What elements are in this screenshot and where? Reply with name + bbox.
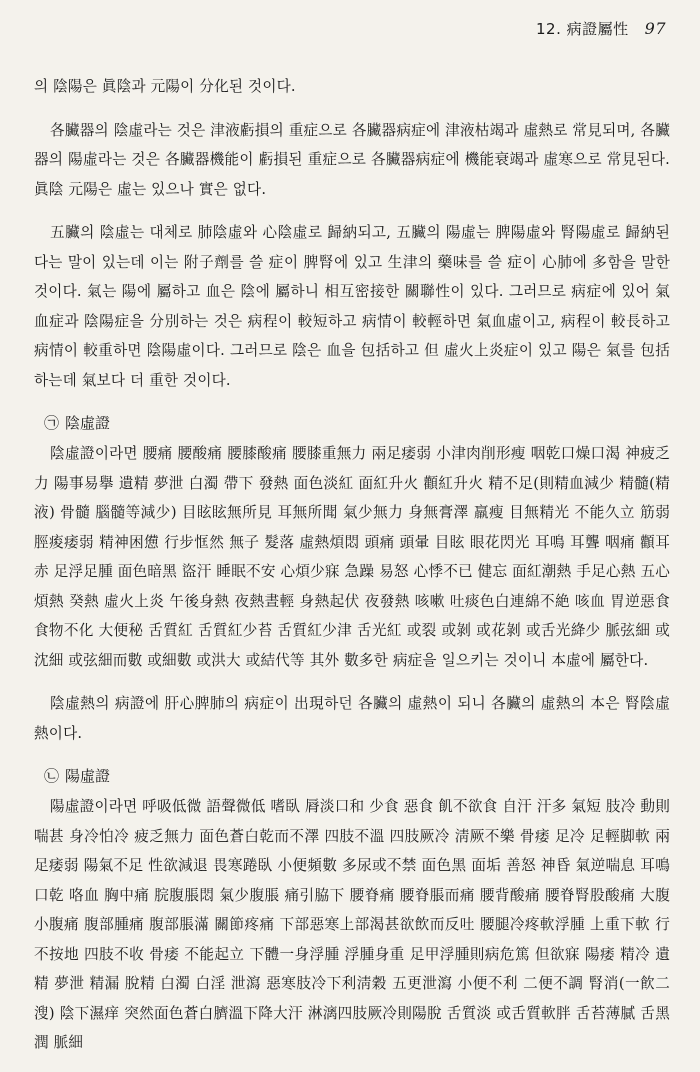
paragraph: 陰虛證이라면 腰痛 腰酸痛 腰膝酸痛 腰膝重無力 兩足痿弱 小津肉削形瘦 咽乾口燥口渴 神疲乏力 陽事易擧 遺精 夢泄 白濁 帶下 發熱 面色淡紅 面紅升火 顴紅升火 精不足(則精血減少 精髓(精液) 骨髓 腦髓等減少) 目眩眩無所見 耳無所聞 氣少無力 身無膏澤 羸瘦 目無精光 不能久立 筋弱 脛痠痿弱 精神困憊 行步恇然 無子 髮落 虛熱煩悶 頭痛 頭暈 目眩 眼花閃光 耳鳴 耳聾 咽痛 顴耳赤 足浮足腫 面色暗黑 盜汗 睡眠不安 心煩少寐 急躁 易怒 心悸不已 健忘 面紅潮熱 手足心熱 五心煩熱 癸熱 虛火上炎 午後身熱 夜熱晝輕 身熱起伏 夜發熱 咳嗽 吐痰色白連綿不絶 咳血 胃逆惡食 食物不化 大便秘 舌質紅 舌質紅少苔 舌質紅少津 舌光紅 或裂 或剝 或花剝 或舌光絳少 脈弦細 或沈細 或弦細而數 或細數 或洪大 或結代等 其外 數多한 病症을 일으키는 것이니 本虛에 屬한다. [34, 445, 670, 669]
circled-marker: ㉠ [44, 414, 60, 432]
paragraph: 陽虛證이라면 呼吸低微 語聲微低 嗜臥 脣淡口和 少食 惡食 飢不欲食 自汗 汗多 氣短 肢冷 動則喘甚 身冷怕冷 疲乏無力 面色蒼白乾而不澤 四肢不溫 四肢厥冷 淸厥不樂 骨痿 足冷 足輕脚軟 兩足痿弱 陽氣不足 性欲減退 畏寒踡臥 小便頻數 多尿或不禁 面色黑 面垢 善怒 神昏 氣逆喘息 耳鳴 口乾 咯血 胸中痛 脘腹脹悶 氣少腹脹 痛引脇下 腰脊痛 腰脊脹而痛 腰背酸痛 腰脊腎股酸痛 大腹小腹痛 腹部腫痛 腹部脹滿 關節疼痛 下部惡寒上部渴甚欲飲而反吐 腰腿冷疼軟浮腫 上重下軟 行不按地 四肢不收 骨痿 不能起立 下體一身浮腫 浮腫身重 足甲浮腫則病危篤 但欲寐 陽痿 精冷 遺精 夢泄 精漏 脫精 白濁 白淫 泄瀉 惡寒肢冷下利淸穀 五更泄瀉 小便不利 二便不調 腎消(一飮二溲) 陰下濕痒 突然面色蒼白臍溫下降大汗 淋漓四肢厥冷則陽脫 舌質淡 或舌質軟胖 舌苔薄膩 舌黑潤 脈細 [34, 798, 670, 1051]
subheading-label: 陰虛證 [65, 414, 111, 432]
paragraph: 各臟器의 陰虛라는 것은 津液虧損의 重症으로 各臟器病症에 津液枯竭과 虛熱로 常見되며, 各臟器의 陽虛라는 것은 各臟器機能이 虧損된 重症으로 各臟器病症에 機能衰竭과 虛寒으로 常見된다. 眞陰 元陽은 虛는 있으나 實은 없다. [34, 121, 670, 198]
subheading-label: 陽虛證 [65, 767, 111, 785]
subheading-yang-deficiency [44, 762, 670, 790]
section-title: 12. 病證屬性 [536, 20, 629, 38]
paragraph: 의 陰陽은 眞陰과 元陽이 分化된 것이다. [34, 78, 296, 95]
paragraph: 五臟의 陰虛는 대체로 肺陰虛와 心陰虛로 歸納되고, 五臟의 陽虛는 脾陽虛와 腎陽虛로 歸納된다는 말이 있는데 이는 附子劑를 쓸 症이 脾腎에 있고 生津의 藥味를 쓸 症이 心肺에 多함을 말한 것이다. 氣는 陽에 屬하고 血은 陰에 屬하니 相互密接한 關聯性이 있다. 그러므로 病症에 있어 氣血症과 陰陽症을 分別하는 것은 病程이 較短하고 病情이 較輕하면 氣血虛이고, 病程이 較長하고 病情이 較重하면 陰陽虛이다. 그러므로 陰은 血을 包括하고 但 虛火上炎症이 있고 陽은 氣를 包括하는데 氣보다 더 重한 것이다. [34, 224, 670, 389]
circled-marker: ㉡ [44, 767, 60, 785]
page-number: 97 [644, 19, 666, 38]
running-header [536, 18, 666, 39]
subheading-yin-deficiency [44, 409, 670, 437]
body-text [34, 72, 670, 1072]
paragraph: 陰虛熱의 病證에 肝心脾肺의 病症이 出現하던 各臟의 虛熱이 되니 各臟의 虛熱의 本은 腎陰虛熱이다. [34, 695, 670, 742]
